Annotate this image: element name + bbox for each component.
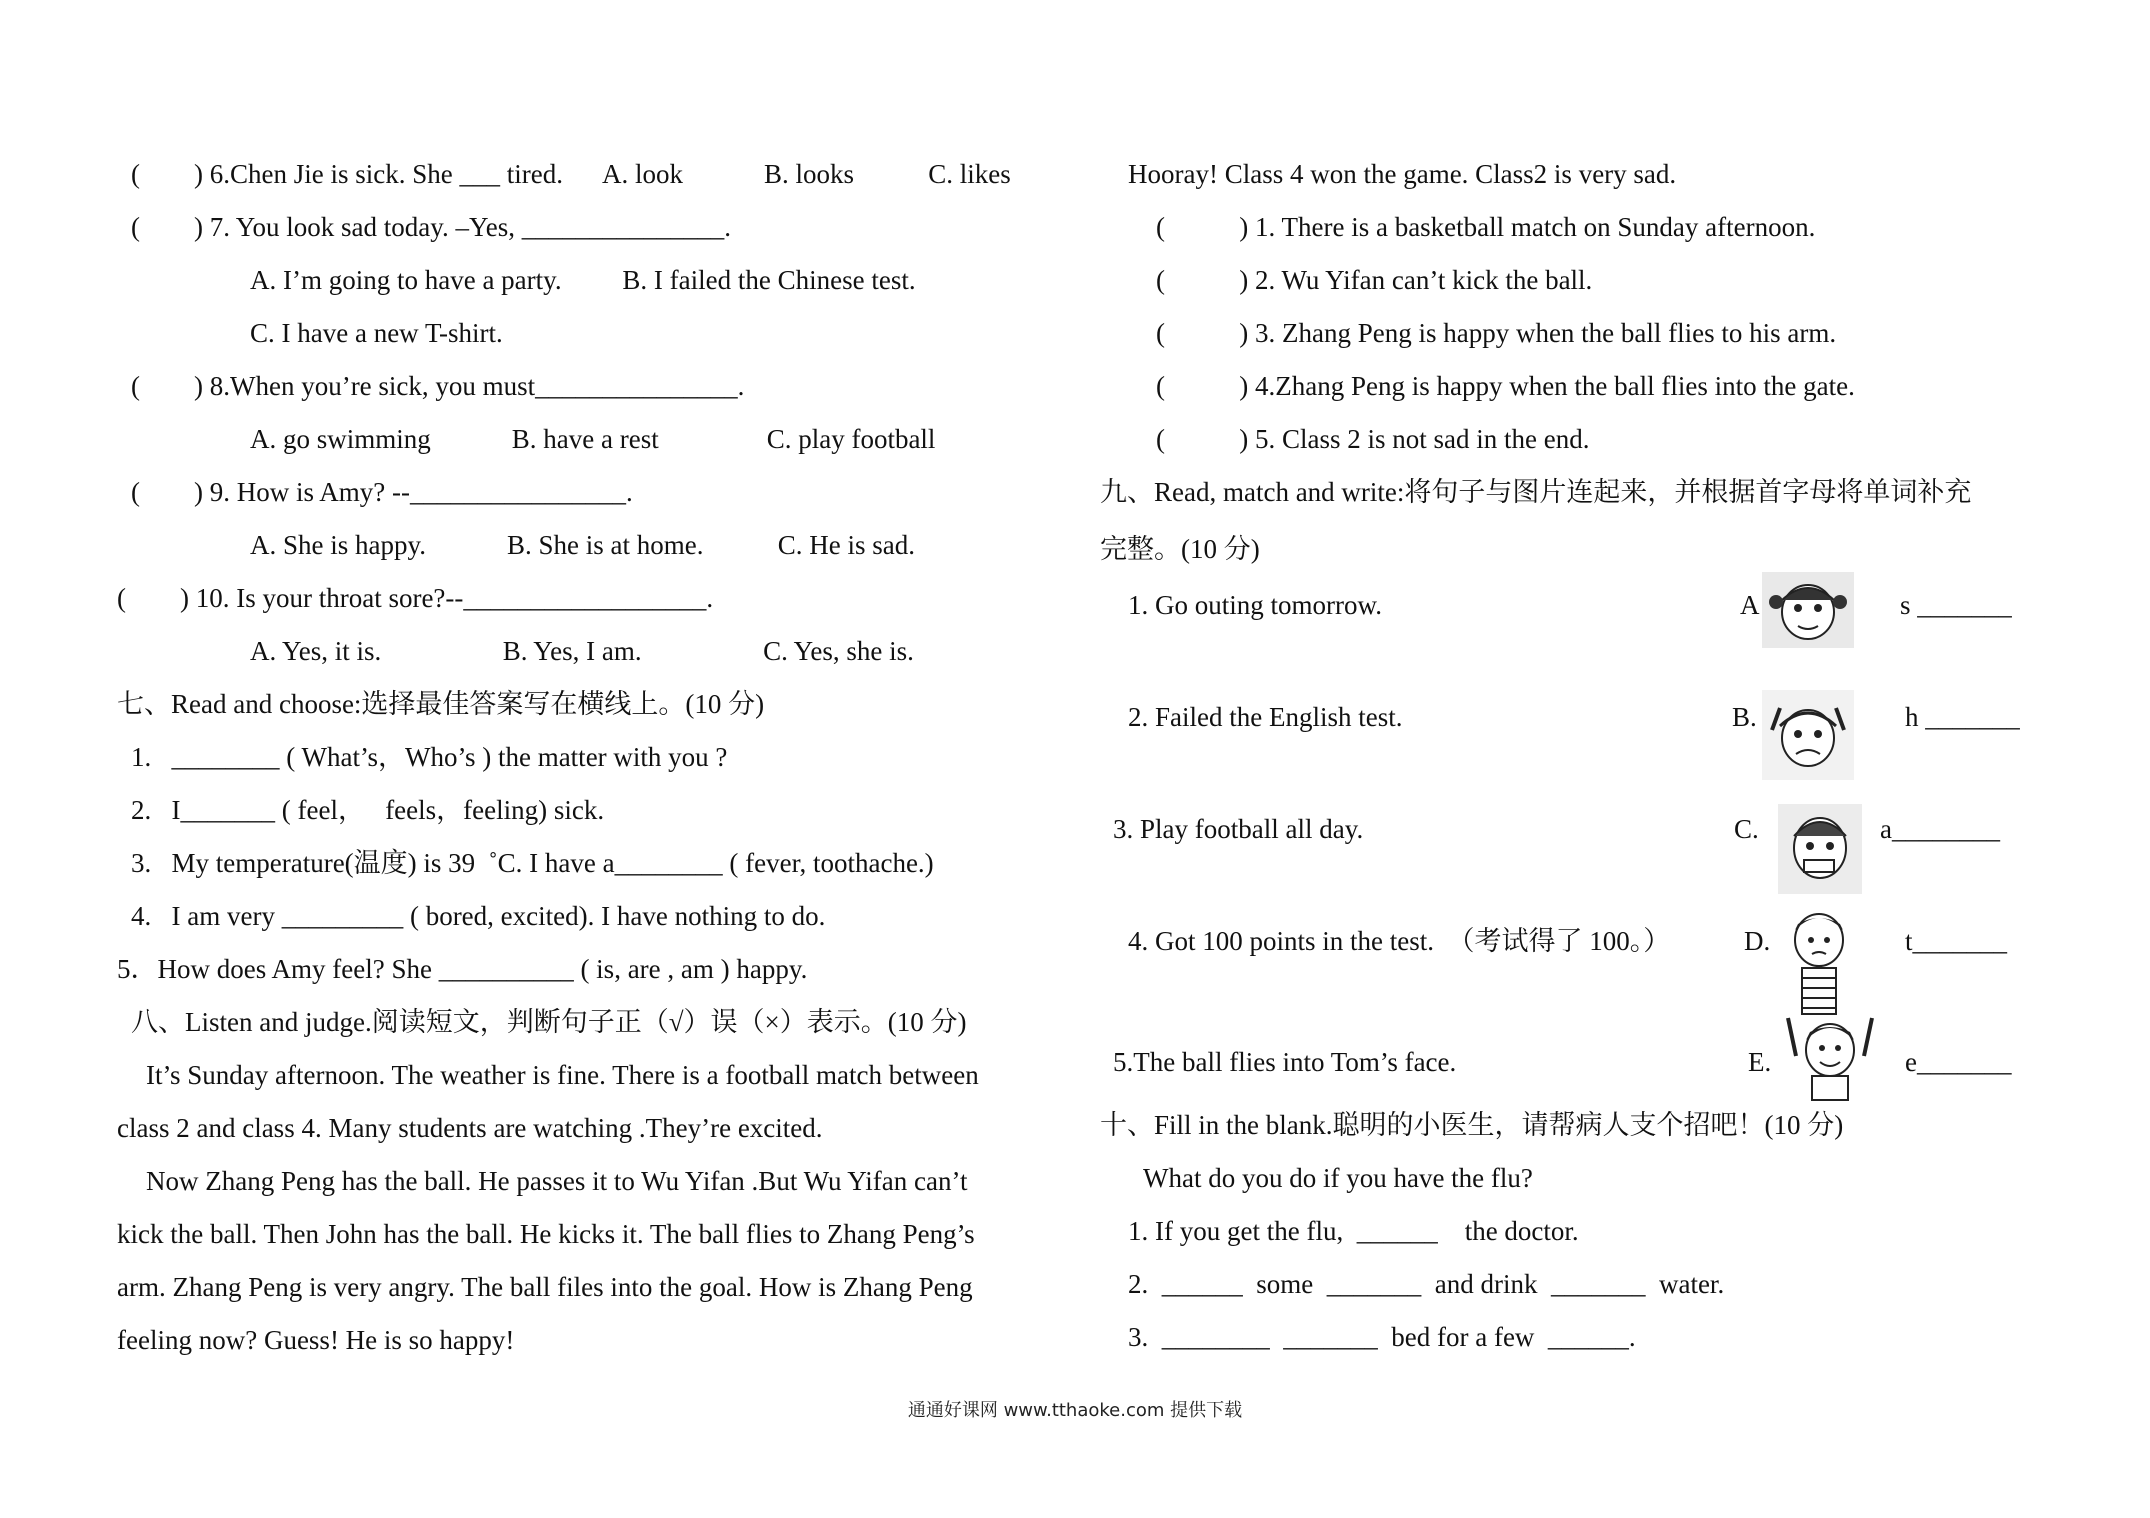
passage-line-6: feeling now? Guess! He is so happy! <box>117 1325 515 1355</box>
section-7-item-2: 2. I_______ ( feel， feels，feeling) sick. <box>131 795 605 825</box>
match-blank-a: a________ <box>1880 814 2000 844</box>
question-6: ( ) 6.Chen Jie is sick. She ___ tired. A. look B. looks C. likes <box>131 159 1011 189</box>
question-7: ( ) 7. You look sad today. –Yes, _______________. <box>131 212 732 242</box>
passage-line-2: class 2 and class 4. Many students are watching .They’re excited. <box>117 1113 823 1143</box>
cartoon-boy-crying-image <box>1762 690 1854 780</box>
passage-line-1: It’s Sunday afternoon. The weather is fine. There is a football match between <box>146 1060 979 1090</box>
section-8-heading: 八、Listen and judge.阅读短文，判断句子正（√）误（×）表示。(10 分) <box>131 1007 967 1037</box>
match-blank-e: e_______ <box>1905 1047 2012 1077</box>
match-label-b: B. <box>1732 702 1757 732</box>
cartoon-girl-image <box>1762 572 1854 648</box>
question-8: ( ) 8.When you’re sick, you must_______________. <box>131 371 745 401</box>
match-sentence-4: 4. Got 100 points in the test. （考试得了 100。） <box>1128 926 1671 956</box>
cartoon-boy-standing-image <box>1780 906 1858 1018</box>
judge-item-3: ( ) 3. Zhang Peng is happy when the ball flies to his arm. <box>1156 318 1837 348</box>
question-9: ( ) 9. How is Amy? --________________. <box>131 477 633 507</box>
judge-item-2: ( ) 2. Wu Yifan can’t kick the ball. <box>1156 265 1593 295</box>
match-label-e: E. <box>1748 1047 1772 1077</box>
match-sentence-2: 2. Failed the English test. <box>1128 702 1403 732</box>
question-10-options: A. Yes, it is. B. Yes, I am. C. Yes, she is. <box>250 636 914 666</box>
match-label-c: C. <box>1734 814 1759 844</box>
question-8-options: A. go swimming B. have a rest C. play football <box>250 424 936 454</box>
question-7-option-c: C. I have a new T-shirt. <box>250 318 503 348</box>
passage-line-3: Now Zhang Peng has the ball. He passes it to Wu Yifan .But Wu Yifan can’t <box>146 1166 968 1196</box>
match-sentence-5: 5.The ball flies into Tom’s face. <box>1113 1047 1457 1077</box>
passage-line-7: Hooray! Class 4 won the game. Class2 is very sad. <box>1128 159 1677 189</box>
match-blank-h: h _______ <box>1905 702 2020 732</box>
page-footer: 通通好课网 www.tthaoke.com 提供下载 <box>907 1400 1243 1421</box>
match-blank-s: s _______ <box>1900 590 2012 620</box>
section-10-prompt: What do you do if you have the flu? <box>1143 1163 1533 1193</box>
section-9-heading: 九、Read, match and write:将句子与图片连起来，并根据首字母将单词补充 <box>1100 477 1972 507</box>
fill-item-2: 2. ______ some _______ and drink _______ water. <box>1128 1269 1725 1299</box>
cartoon-boy-happy-image <box>1782 1010 1878 1102</box>
section-9-heading-cont: 完整。(10 分) <box>1100 534 1260 564</box>
question-10: ( ) 10. Is your throat sore?--__________________. <box>117 583 714 613</box>
judge-item-4: ( ) 4.Zhang Peng is happy when the ball flies into the gate. <box>1156 371 1855 401</box>
section-7-heading: 七、Read and choose:选择最佳答案写在横线上。(10 分) <box>117 689 765 719</box>
match-blank-t: t_______ <box>1905 926 2008 956</box>
fill-item-1: 1. If you get the flu, ______ the doctor. <box>1128 1216 1579 1246</box>
match-sentence-1: 1. Go outing tomorrow. <box>1128 590 1382 620</box>
section-7-item-1: 1. ________ ( What’s，Who’s ) the matter with you ? <box>131 742 728 772</box>
section-7-item-4: 4. I am very _________ ( bored, excited). I have nothing to do. <box>131 901 826 931</box>
judge-item-1: ( ) 1. There is a basketball match on Sunday afternoon. <box>1156 212 1816 242</box>
match-label-d: D. <box>1744 926 1771 956</box>
cartoon-boy-sick-image <box>1778 804 1862 894</box>
fill-item-3: 3. ________ _______ bed for a few ______. <box>1128 1322 1636 1352</box>
passage-line-5: arm. Zhang Peng is very angry. The ball files into the goal. How is Zhang Peng <box>117 1272 973 1302</box>
question-7-options-ab: A. I’m going to have a party. B. I failed the Chinese test. <box>250 265 916 295</box>
judge-item-5: ( ) 5. Class 2 is not sad in the end. <box>1156 424 1590 454</box>
section-10-heading: 十、Fill in the blank.聪明的小医生，请帮病人支个招吧！(10 分) <box>1100 1110 1844 1140</box>
passage-line-4: kick the ball. Then John has the ball. He kicks it. The ball flies to Zhang Peng’s <box>117 1219 975 1249</box>
question-9-options: A. She is happy. B. She is at home. C. He is sad. <box>250 530 915 560</box>
match-sentence-3: 3. Play football all day. <box>1113 814 1364 844</box>
match-label-a: A <box>1740 590 1760 620</box>
section-7-item-3: 3. My temperature(温度) is 39 ˚C. I have a________ ( fever, toothache.) <box>131 848 934 878</box>
section-7-item-5: 5．How does Amy feel? She __________ ( is, are , am ) happy. <box>117 954 808 984</box>
